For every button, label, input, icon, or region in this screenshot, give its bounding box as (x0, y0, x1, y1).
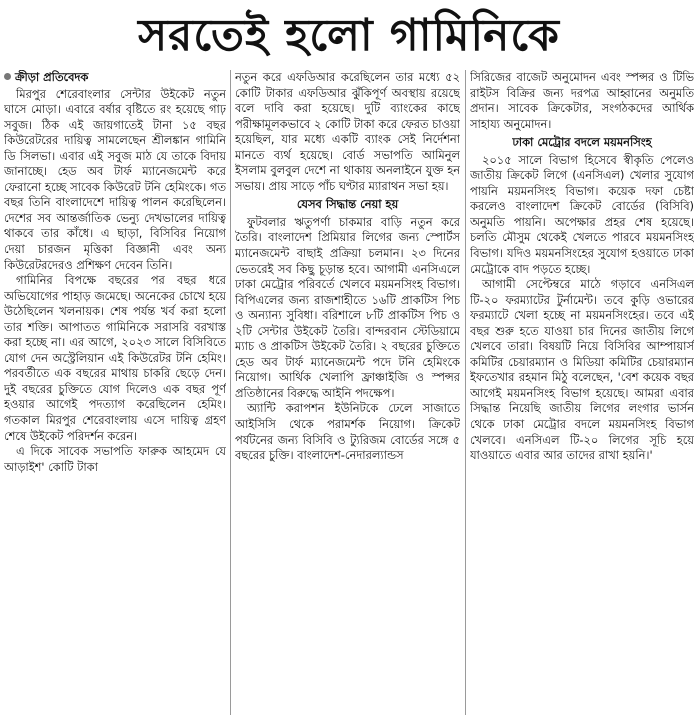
paragraph: সিরিজের বাজেট অনুমোদন এবং স্পন্সর ও টিভি রাইটস বিক্রির জন্য দরপত্র আহ্বানের অনুমতি প্রদান। সাবেক ক্রিকেটার, সংগঠকদের আর্থিক সাহায্য অনুমোদন। (470, 70, 694, 131)
paragraph: আগামী সেপ্টেম্বরে মাঠে গড়াবে এনসিএল টি-২০ ফরম্যাটের টুর্নামেন্ট। তবে কুড়ি ওভারের ফরম্যাটে খেলা হচ্ছে না ময়মনসিংহের। তবে এই বছর শুরু হতে যাওয়া চার দিনের জাতীয় লিগে খেলবে তারা। বিষয়টি নিয়ে বিসিবির আম্পায়ার্স কমিটির চেয়ারম্যান ও মিডিয়া কমিটির চেয়ারম্যান ইফতেখার রহমান মিঠু বলেছেন, 'বেশ কয়েক বছর আগেই ময়মনসিংহ বিভাগ হয়েছে। আমরা এবার সিদ্ধান্ত নিয়েছি জাতীয় লিগের লংগার ভার্সন থেকে ঢাকা মেট্রোর বদলে ময়মনসিংহ বিভাগ খেলবে। এনসিএল টি-২০ লিগের সূচি হয়ে যাওয়াতে এবার আর তাদের রাখা হয়নি।' (470, 277, 694, 463)
column-1 (4, 70, 226, 715)
byline-text: ক্রীড়া প্রতিবেদক (15, 70, 89, 84)
column-rule (230, 70, 231, 715)
byline (4, 70, 226, 86)
paragraph: এ দিকে সাবেক সভাপতি ফারুক আহমেদ যে আড়াইশ' কোটি টাকা (4, 444, 226, 474)
subheading-decisions: যেসব সিদ্ধান্ত নেয়া হয় (296, 197, 399, 212)
paragraph: মিরপুর শেরেবাংলার সেন্টার উইকেট নতুন ঘাসে মোড়া। এবারে বর্ষার বৃষ্টিতে রং হয়েছে গাঢ় সবুজ। ঠিক এই জায়গাতেই টানা ১৫ বছর কিউরেটরের দায়িত্ব সামলেছেন শ্রীলঙ্কান গামিনি ডি সিলভা। এবার এই সবুজ মাঠ যে তাকে বিদায় জানাচ্ছে। হেড অব টার্ফ ম্যানেজমেন্ট করে ফেরানো হচ্ছে সাবেক কিউরেট টনি হেমিংকে। গত বছর তিনি বাংলাদেশে দায়িত্ব পালন করেছিলেন। দেশের সব আন্তর্জাতিক ভেন্যু দেখভালের দায়িত্ব থাকবে তার কাঁধে। এ ছাড়া, বিসিবির নিয়োগ দেয়া চারজন মৃত্তিকা বিজ্ঞানী এবং অন্য কিউরেটরদেরও প্রশিক্ষণ দেবেন তিনি। (4, 86, 226, 272)
column-2 (235, 70, 460, 715)
headline: সরতেই হলো গামিনিকে (138, 10, 560, 61)
paragraph: অ্যান্টি করাপশন ইউনিটকে ঢেলে সাজাতে আইসিসি থেকে পরামর্শক নিয়োগ। ক্রিকেট পর্যটনের জন্য বিসিবি ও ট্যুরিজম বোর্ডের সঙ্গে ৫ বছরের চুক্তি। বাংলাদেশ-নেদারল্যান্ডস (235, 401, 460, 463)
column-3 (470, 70, 694, 715)
bullet-icon (4, 73, 11, 80)
paragraph: ফুটবলার ঋতুপর্ণা চাকমার বাড়ি নতুন করে তৈরি। বাংলাদেশ প্রিমিয়ার লিগের জন্য স্পোর্টস ম্যানেজমেন্ট বাছাই প্রক্রিয়া চলমান। ২৩ দিনের ভেতরেই সব কিছু চূড়ান্ত হবে। আগামী এনসিএলে ঢাকা মেট্রোর পরিবর্তে খেলবে ময়মনসিংহ বিভাগ। বিপিএলের জন্য রাজশাহীতে ১৬টি প্রাকটিস পিচ ও অন্যান্য সুবিধা। বরিশালে ৮টি প্রাকটিস পিচ ও ২টি সেন্টার উইকেট তৈরি। বান্দরবান স্টেডিয়ামে ম্যাচ ও প্রাকটিস উইকেট তৈরি। ২ বছরের চুক্তিতে হেড অব টার্ফ ম্যানেজমেন্ট পদে টনি হেমিংকে নিয়োগ। আর্থিক খেলাপি ফ্রাঞ্চাইজি ও স্পন্সর প্রতিষ্ঠানের বিরুদ্ধে আইনি পদক্ষেপ। (235, 214, 460, 400)
subheading-mymensingh: ঢাকা মেট্রোর বদলে ময়মনসিংহ (512, 135, 652, 150)
paragraph: গামিনির বিপক্ষে বছরের পর বছর ধরে অভিযোগের পাহাড় জমেছে। অনেকের চোখে হয়ে উঠেছিলেন খলনায়ক। শেষ পর্যন্ত খর্ব করা হলো তার শক্তি। আপাতত গামিনিকে সরাসরি বরখাস্ত করা হচ্ছে না। এর আগে, ২০২৩ সালে বিসিবিতে যোগ দেন অস্ট্রেলিয়ান এই কিউরেটর টনি হেমিং। পরবর্তীতে এক বছরের মাথায় চাকরি ছেড়ে দেন। দুই বছরের চুক্তিতে যোগ দিলেও এক বছর পূর্ণ হওয়ার আগেই পদত্যাগ করেছিলেন হেমিং। গতকাল মিরপুর শেরেবাংলায় এসে দায়িত্ব গ্রহণ শেষে উইকেট পরিদর্শন করেন। (4, 273, 226, 443)
paragraph: ২০১৫ সালে বিভাগ হিসেবে স্বীকৃতি পেলেও জাতীয় ক্রিকেট লিগে (এনসিএল) খেলার সুযোগ পায়নি ময়মনসিংহ বিভাগ। কয়েক দফা চেষ্টা করলেও বাংলাদেশ ক্রিকেট বোর্ডের (বিসিবি) অনুমতি পায়নি। অপেক্ষার প্রহর শেষ হয়েছে। চলতি মৌসুম থেকেই খেলতে পারবে ময়মনসিংহ বিভাগ। যদিও ময়মনসিংহের সুযোগ হওয়াতে ঢাকা মেট্রোকে বাদ পড়তে হচ্ছে। (470, 152, 694, 276)
paragraph: নতুন করে এফডিআর করেছিলেন তার মধ্যে ৫২ কোটি টাকার এফডিআর ঝুঁকিপূর্ণ অবস্থায় রয়েছে বলে দাবি করা হয়েছে। দুটি ব্যাংকের কাছে পরীক্ষামূলকভাবে ২ কোটি টাকা করে ফেরত চাওয়া হয়েছিল, যার মধ্যে একটি ব্যাংক সেই নির্দেশনা মানতে ব্যর্থ হয়েছে। বোর্ড সভাপতি আমিনুল ইসলাম বুলবুল দেশে না থাকায় অনলাইনে যুক্ত হন সভায়। প্রায় সাড়ে পাঁচ ঘণ্টার ম্যারাথন সভা হয়। (235, 70, 460, 193)
column-rule (465, 70, 466, 715)
article-columns (4, 70, 694, 715)
